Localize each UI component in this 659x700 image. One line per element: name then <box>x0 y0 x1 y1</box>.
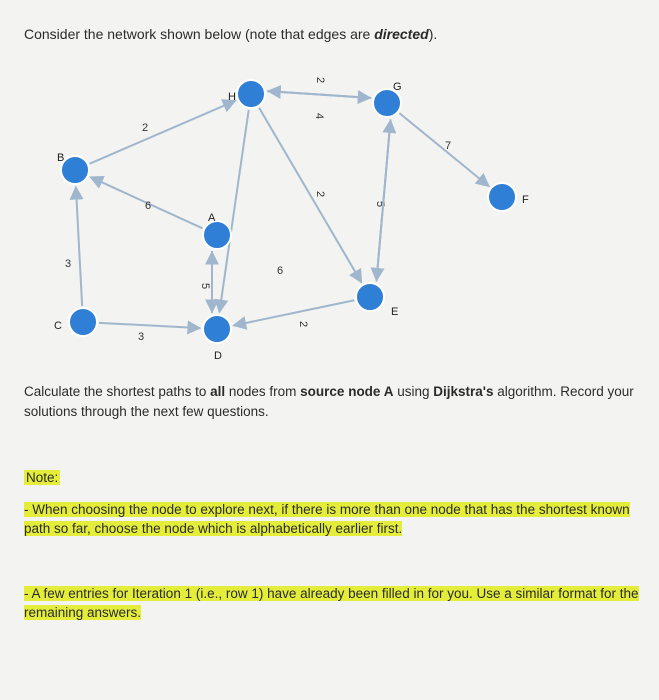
edge-weight-h-g: 2 <box>314 76 327 84</box>
instr-part-3: using <box>393 384 434 399</box>
edge-weight-a-d: 5 <box>199 282 212 290</box>
edge-c-to-d <box>99 323 200 328</box>
instr-bold-all: all <box>210 384 226 399</box>
edge-g-to-e <box>376 119 390 280</box>
edge-c-to-b <box>76 187 82 306</box>
intro-after: ). <box>428 26 438 42</box>
node-b <box>61 156 89 184</box>
node-g <box>373 89 401 117</box>
instr-bold-dijkstra: Dijkstra's <box>433 384 494 399</box>
node-label-d: D <box>214 349 222 362</box>
edge-g-to-h <box>268 91 371 98</box>
edge-weight-e-d: 2 <box>297 320 310 328</box>
note-tie-break <box>24 500 652 538</box>
edge-weight-b-h: 2 <box>141 121 149 134</box>
edge-b-to-h <box>90 101 236 164</box>
note-prefilled-text: - A few entries for Iteration 1 (i.e., row 1) have already been filled in for you. Use a similar format for the remaining answers. <box>24 586 639 620</box>
edge-weight-e-g: 5 <box>374 200 387 208</box>
node-label-c: C <box>54 319 62 332</box>
edge-weight-h-e: 2 <box>314 190 327 198</box>
node-c <box>69 308 97 336</box>
intro-before: Consider the network shown below (note that edges are <box>24 26 375 42</box>
edge-h-to-d <box>219 110 248 312</box>
instructions <box>24 382 654 422</box>
node-e <box>356 283 384 311</box>
edge-weight-a-b: 6 <box>144 199 152 212</box>
edge-weight-c-b: 3 <box>64 257 72 270</box>
intro-emphasis: directed <box>374 26 429 42</box>
node-a <box>203 221 231 249</box>
note-label: Note: <box>26 470 59 485</box>
instr-bold-source: source node A <box>300 384 394 399</box>
node-label-g: G <box>393 80 402 93</box>
node-label-a: A <box>208 211 216 224</box>
node-h <box>237 80 265 108</box>
note-prefilled <box>24 584 652 622</box>
instr-part-2: nodes from <box>225 384 301 399</box>
edge-weight-g-h: 4 <box>313 112 326 120</box>
instr-part-1: Calculate the shortest paths to <box>24 384 211 399</box>
node-label-f: F <box>522 193 529 206</box>
node-label-h: H <box>228 90 236 103</box>
edge-e-to-d <box>234 300 355 328</box>
note-tie-break-text: - When choosing the node to explore next, if there is more than one node that has the shortest known path so far, choose the node which is alphabetically earlier first. <box>24 502 630 536</box>
node-label-b: B <box>57 151 65 164</box>
edge-weight-g-f: 7 <box>444 139 452 152</box>
edge-weight-c-d: 3 <box>137 330 145 343</box>
edge-weight-h-d: 6 <box>276 264 284 277</box>
node-d <box>203 315 231 343</box>
node-f <box>488 183 516 211</box>
instr-part-4: algorithm. Record your solutions through the next few questions. <box>24 384 634 419</box>
node-label-e: E <box>391 305 399 318</box>
edge-h-to-e <box>259 108 361 283</box>
